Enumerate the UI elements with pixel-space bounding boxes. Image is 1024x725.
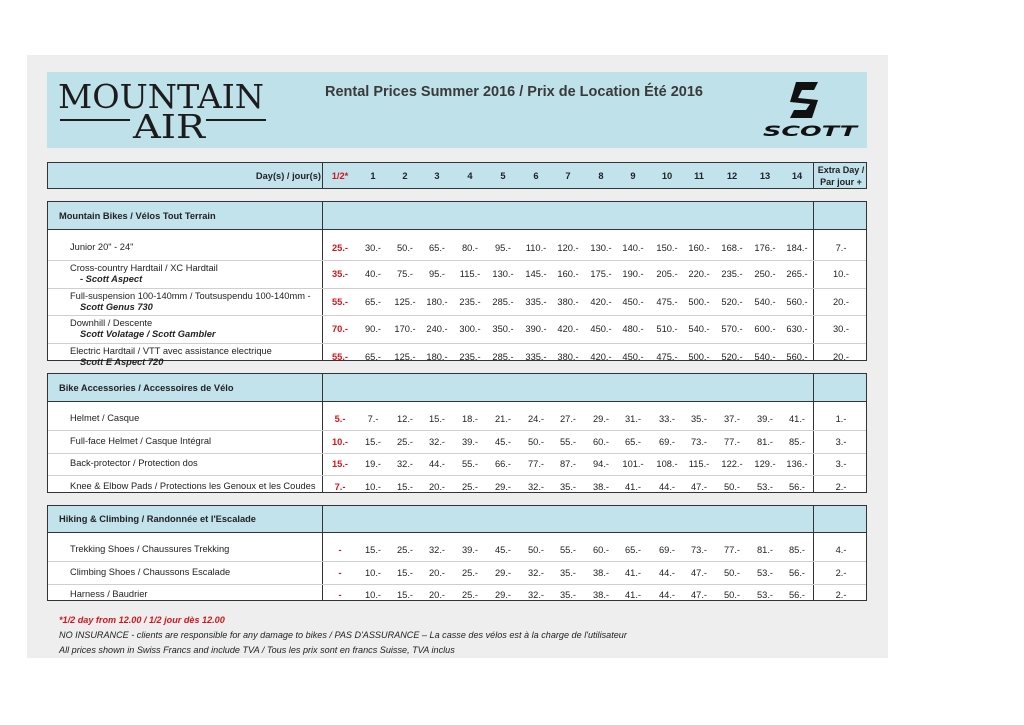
day-price: 25.- [396,544,414,555]
day-price: 450.- [622,296,644,307]
day-price: 44.- [428,459,446,469]
column-divider [813,202,814,360]
day-price: 95.- [494,242,512,253]
day-price: 77.- [723,436,741,447]
scott-logo [760,76,860,142]
extra-day-price: 3.- [835,436,847,447]
day-price: 30.- [364,242,382,253]
day-price: 60.- [592,544,610,555]
day-header-background [48,163,866,188]
footnote-prices: All prices shown in Swiss Francs and include TVA / Tous les prix sont en francs Suisse, TVA inclus [59,645,455,655]
day-price: 55.- [559,544,577,555]
day-price: 32.- [527,481,545,492]
day-price: 29.- [494,567,512,578]
day-price: 184.- [786,242,808,253]
day-price: 130.- [492,269,514,279]
day-price: 420.- [590,296,612,307]
day-price: 390.- [525,324,547,334]
day-price: 560.- [786,351,808,362]
item-name [70,263,218,285]
section-title: Bike Accessories / Accessoires de Vélo [59,382,234,393]
day-price: 510.- [656,324,678,334]
day-price: 60.- [592,436,610,447]
day-column-header: 3 [434,171,440,181]
day-price: 115.- [688,459,710,469]
day-price: 630.- [786,324,808,334]
day-price: 55.- [559,436,577,447]
half-day-price: 70.- [331,324,349,334]
row-separator [48,430,866,431]
extra-day-price: 30.- [832,324,850,334]
extra-day-price: 10.- [832,269,850,279]
day-price: 125.- [394,351,416,362]
day-price: 40.- [364,269,382,279]
day-price: 560.- [786,296,808,307]
day-column-header: 6 [533,171,539,181]
day-price: 21.- [494,413,512,424]
day-column-header: 11 [694,171,704,181]
days-label: Day(s) / jour(s) [255,171,321,181]
day-price: 250.- [754,269,776,279]
day-price: 53.- [756,481,774,492]
day-price: 285.- [492,296,514,307]
day-price: 45.- [494,436,512,447]
section-header-border [48,229,866,230]
day-price: 75.- [396,269,414,279]
item-label: Cross-country Hardtail / XC Hardtail [70,263,218,273]
day-price: 160.- [557,269,579,279]
day-price: 235.- [459,351,481,362]
half-day-price: 15.- [331,459,349,469]
day-price: 265.- [786,269,808,279]
day-price: 129.- [754,459,776,469]
day-price: 37.- [723,413,741,424]
extra-day-price: 20.- [832,296,850,307]
half-day-price: 55.- [331,296,349,307]
item-label: Knee & Elbow Pads / Protections les Genoux et les Coudes [70,480,316,491]
extra-day-price: 7.- [835,242,847,253]
day-price: 175.- [590,269,612,279]
day-price: 136.- [786,459,808,469]
day-price: 25.- [461,567,479,578]
item-label: Downhill / Descente [70,318,153,328]
day-price: 53.- [756,567,774,578]
day-price: 56.- [788,590,806,600]
section-hiking-climbing [47,505,867,601]
day-price: 32.- [396,459,414,469]
day-price: 176.- [754,242,776,253]
day-column-header: 4 [467,171,473,181]
mountain-air-logo [58,78,268,144]
day-price: 73.- [690,544,708,555]
extra-day-price: 2.- [835,590,847,600]
day-column-header: 7 [565,171,571,181]
half-day-price: 25.- [331,242,349,253]
item-label: Full-face Helmet / Casque Intégral [70,435,212,446]
section-header-border [48,401,866,402]
day-price: 24.- [527,413,545,424]
day-price: 480.- [622,324,644,334]
day-price: 32.- [428,544,446,555]
day-price: 47.- [690,590,708,600]
day-price: 31.- [624,413,642,424]
day-price: 570.- [721,324,743,334]
day-price: 95.- [428,269,446,279]
row-separator [48,475,866,476]
day-price: 41.- [624,590,642,600]
column-divider [813,163,814,188]
day-price: 39.- [461,544,479,555]
day-price: 380.- [557,296,579,307]
day-price: 450.- [622,351,644,362]
extra-day-price: 4.- [835,544,847,555]
day-price: 50.- [723,481,741,492]
item-model: - Scott Aspect [80,274,143,284]
day-price: 19.- [364,459,382,469]
day-price: 38.- [592,567,610,578]
day-column-header: 9 [630,171,636,181]
section-header-border [48,532,866,533]
day-price: 55.- [461,459,479,469]
day-price: 110.- [525,242,547,253]
day-price: 20.- [428,567,446,578]
day-price: 39.- [461,436,479,447]
item-name [70,589,148,600]
day-price: 45.- [494,544,512,555]
day-price: 101.- [622,459,644,469]
day-price: 66.- [494,459,512,469]
day-price: 44.- [658,481,676,492]
day-price: 540.- [688,324,710,334]
day-price: 15.- [396,567,414,578]
day-price: 15.- [396,590,414,600]
day-price: 500.- [688,351,710,362]
day-price: 15.- [364,436,382,447]
day-price: 475.- [656,351,678,362]
extra-day-line1: Extra Day / [817,165,865,175]
day-price: 35.- [559,590,577,600]
day-price: 10.- [364,567,382,578]
column-divider [322,163,323,188]
day-price: 69.- [658,544,676,555]
column-divider [813,506,814,600]
day-price: 540.- [754,296,776,307]
day-price: 7.- [367,413,379,424]
extra-day-header [818,164,865,188]
item-name [70,544,229,555]
day-price: 69.- [658,436,676,447]
day-price: 235.- [721,269,743,279]
day-price: 41.- [624,481,642,492]
day-price: 130.- [590,242,612,253]
day-price: 420.- [590,351,612,362]
half-day-price: 5.- [334,413,346,424]
day-price: 18.- [461,413,479,424]
day-price: 94.- [592,459,610,469]
day-price: 32.- [428,436,446,447]
section-title: Mountain Bikes / Vélos Tout Terrain [59,210,216,221]
day-price: 145.- [525,269,547,279]
item-label: Trekking Shoes / Chaussures Trekking [70,543,230,554]
day-price: 168.- [721,242,743,253]
day-price: 115.- [459,269,481,279]
row-separator [48,453,866,454]
day-price: 47.- [690,567,708,578]
day-price: 108.- [656,459,678,469]
day-price: 77.- [723,544,741,555]
day-price: 35.- [559,481,577,492]
page-title: Rental Prices Summer 2016 / Prix de Location Été 2016 [325,84,703,100]
day-price: 65.- [624,544,642,555]
row-separator [48,343,866,344]
day-price: 44.- [658,590,676,600]
day-price: 33.- [658,413,676,424]
day-price: 56.- [788,481,806,492]
day-price: 41.- [788,413,806,424]
day-column-header: 10 [661,171,673,181]
day-price: 180.- [426,296,448,307]
row-separator [48,260,866,261]
half-day-price: - [338,544,342,555]
day-price: 160.- [688,242,710,253]
day-price: 420.- [557,324,579,334]
logo-line1: MOUNTAIN [58,78,264,116]
half-day-price: - [338,590,342,600]
column-divider [322,506,323,600]
item-name [70,291,311,313]
section-title: Hiking & Climbing / Randonnée et l'Escalade [59,514,256,524]
day-price: 29.- [494,481,512,492]
day-price: 20.- [428,590,446,600]
day-price: 335.- [525,351,547,362]
day-price: 38.- [592,481,610,492]
day-price: 32.- [527,567,545,578]
day-price: 450.- [590,324,612,334]
day-price: 20.- [428,481,446,492]
day-price: 380.- [557,351,579,362]
row-separator [48,288,866,289]
day-price: 120.- [557,242,579,253]
day-price: 27.- [559,413,577,424]
day-price: 350.- [492,324,514,334]
day-price: 35.- [690,413,708,424]
row-separator [48,561,866,562]
day-price: 35.- [559,567,577,578]
day-price: 520.- [721,351,743,362]
day-price: 50.- [396,242,414,253]
item-label: Climbing Shoes / Chaussons Escalade [70,566,231,577]
day-price: 25.- [461,590,479,600]
section-mountain-bikes [47,201,867,367]
day-price: 32.- [527,590,545,600]
day-price: 205.- [656,269,678,279]
half-day-price: 7.- [334,481,346,492]
extra-day-price: 2.- [835,567,847,578]
column-divider [322,202,323,360]
day-price: 50.- [527,544,545,555]
day-price: 25.- [461,481,479,492]
day-price: 520.- [721,296,743,307]
section-bike-accessories [47,373,867,493]
day-price: 335.- [525,296,547,307]
day-price: 77.- [527,459,545,469]
day-price: 73.- [690,436,708,447]
day-price: 10.- [364,481,382,492]
day-price: 500.- [688,296,710,307]
day-price: 90.- [364,324,382,334]
day-price: 235.- [459,296,481,307]
day-price: 240.- [426,324,448,334]
item-model: Scott E Aspect 720 [80,356,164,367]
item-name [70,346,272,368]
day-column-header: 5 [500,171,506,181]
extra-day-line2: Par jour + [820,177,862,187]
item-name [70,242,133,253]
extra-day-price: 2.- [835,481,847,492]
item-label: Back-protector / Protection dos [70,458,198,468]
day-price: 150.- [656,242,678,253]
day-price: 125.- [394,296,416,307]
item-label: Junior 20" - 24" [70,241,134,252]
item-name [70,481,315,492]
scott-wordmark: SCOTT [763,124,860,140]
day-price: 475.- [656,296,678,307]
item-name [70,458,198,469]
day-price: 122.- [721,459,743,469]
day-price: 85.- [788,436,806,447]
day-column-header: 14 [791,171,803,181]
extra-day-price: 1.- [835,413,847,424]
day-price: 180.- [426,351,448,362]
item-label: Harness / Baudrier [70,589,148,599]
day-price: 190.- [622,269,644,279]
day-column-header: 8 [598,171,604,181]
day-price: 15.- [428,413,446,424]
day-price: 50.- [723,590,741,600]
day-price: 44.- [658,567,676,578]
day-price: 50.- [723,567,741,578]
day-price: 65.- [364,296,382,307]
day-price: 25.- [396,436,414,447]
row-separator [48,584,866,585]
day-price: 81.- [756,436,774,447]
footnote-insurance: NO INSURANCE - clients are responsible for any damage to bikes / PAS D'ASSURANCE – La casse des vélos est à la charge de l'utilisateur [59,630,627,640]
day-price: 81.- [756,544,774,555]
footnote-half-day: *1/2 day from 12.00 / 1/2 jour dès 12.00 [59,615,225,625]
day-price: 140.- [622,242,644,253]
day-price: 300.- [459,324,481,334]
item-label: Helmet / Casque [70,412,140,423]
extra-day-price: 20.- [832,351,850,362]
day-price: 87.- [559,459,577,469]
day-price: 170.- [394,324,416,334]
day-price: 65.- [624,436,642,447]
day-price: 39.- [756,413,774,424]
day-price: 10.- [364,590,382,600]
day-price: 15.- [364,544,382,555]
day-price: 12.- [396,413,414,424]
half-day-price: 55.- [331,351,349,362]
day-column-header: 12 [726,171,738,181]
day-price: 29.- [494,590,512,600]
item-name [70,436,211,447]
logo-line2: AIR [131,107,207,144]
day-column-header: 2 [402,171,408,181]
day-price: 29.- [592,413,610,424]
day-column-header: 1 [370,171,376,181]
day-header-table [47,162,867,189]
item-name [70,318,216,340]
day-price: 47.- [690,481,708,492]
day-price: 38.- [592,590,610,600]
day-price: 65.- [364,351,382,362]
row-separator [48,315,866,316]
day-column-header: 13 [759,171,771,181]
day-price: 600.- [754,324,776,334]
day-price: 56.- [788,567,806,578]
day-price: 540.- [754,351,776,362]
day-price: 80.- [461,242,479,253]
item-model: Scott Volatage / Scott Gambler [80,329,216,339]
day-price: 65.- [428,242,446,253]
day-price: 220.- [688,269,710,279]
item-name [70,567,230,578]
item-name [70,413,139,424]
item-label: Full-suspension 100-140mm / Toutsuspendu 100-140mm - [70,290,311,301]
item-label: Electric Hardtail / VTT avec assistance electrique [70,345,272,356]
day-price: 285.- [492,351,514,362]
half-day-price: 35.- [331,269,349,279]
item-model: Scott Genus 730 [80,301,153,312]
day-price: 41.- [624,567,642,578]
day-price: 15.- [396,481,414,492]
half-day-price: 10.- [331,436,349,447]
day-price: 50.- [527,436,545,447]
extra-day-price: 3.- [835,459,847,469]
half-day-price: - [338,567,342,578]
day-price: 53.- [756,590,774,600]
day-price: 85.- [788,544,806,555]
half-day-header: 1/2* [331,171,349,181]
